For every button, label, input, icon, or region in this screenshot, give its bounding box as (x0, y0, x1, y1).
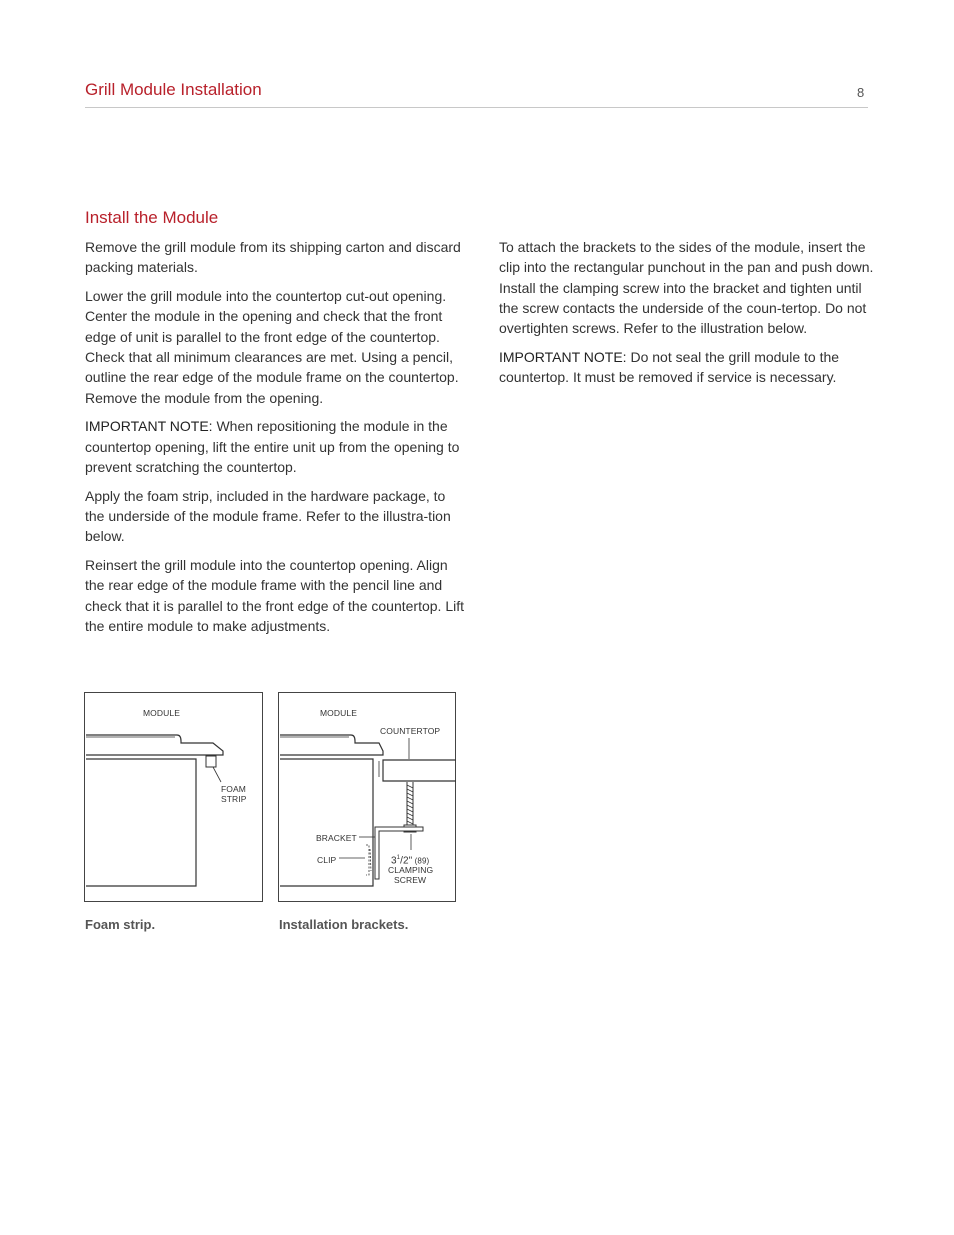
page-number: 8 (857, 85, 865, 100)
module-label: MODULE (143, 708, 180, 718)
countertop-label: COUNTERTOP (380, 726, 441, 736)
paragraph: Apply the foam strip, included in the hardware package, to the underside of the module frame. Refer to the illustra-tion below. (85, 487, 451, 545)
paragraph: Reinsert the grill module into the countertop opening. Align the rear edge of the module frame with the pencil line and check that it is parallel to the front edge of the countertop. Lift the entire module to make adjustments. (85, 557, 465, 635)
bracket-label: BRACKET (316, 833, 357, 843)
clamping-label: CLAMPING (388, 865, 434, 875)
foam-label-line1: FOAM (221, 784, 246, 794)
note-text: When repositioning the module in the countertop opening, lift the entire unit up from the opening to prevent scratching the countertop. (85, 418, 460, 475)
section-title: Install the Module (85, 208, 219, 227)
foam-label-line2: STRIP (221, 794, 247, 804)
module-label: MODULE (320, 708, 357, 718)
important-note (85, 416, 465, 477)
dimension-denominator: /2" (400, 855, 413, 867)
clip-label: CLIP (317, 855, 337, 865)
paragraph: Remove the grill module from its shipping carton and discard packing materials. (85, 239, 461, 276)
dimension-whole: 3 (391, 855, 397, 867)
header-divider (85, 107, 868, 108)
installation-brackets-figure (278, 692, 456, 902)
note-text: Do not seal the grill module to the countertop. It must be removed if service is necessary. (499, 348, 840, 386)
paragraph: Lower the grill module into the countertop cut-out opening. Center the module in the opening and check that the front edge of unit is parallel to the front edge of the countertop. Check that all minimum clearances are met. Using a pencil, outline the rear edge of the module frame on the countertop. Remove the module from the opening. (85, 288, 459, 406)
dimension-metric: (89) (412, 856, 430, 866)
right-column (499, 237, 879, 396)
paragraph: To attach the brackets to the sides of the module, insert the clip into the rectangular punchout in the pan and push down. Install the clamping screw into the bracket and tighten until the screw contacts the underside of the coun-tertop. Do not overtighten screws. Refer to the illustration below. (499, 239, 874, 337)
note-label: IMPORTANT NOTE: (499, 348, 627, 365)
left-column (85, 237, 465, 645)
foam-strip-figure (84, 692, 263, 902)
important-note (499, 347, 879, 388)
dimension-fraction: 1 (396, 855, 401, 861)
screw-label: SCREW (394, 875, 427, 885)
installation-brackets-caption: Installation brackets. (279, 917, 409, 932)
note-label: IMPORTANT NOTE: (85, 418, 213, 435)
header-title: Grill Module Installation (85, 80, 262, 99)
foam-strip-caption: Foam strip. (85, 917, 156, 932)
